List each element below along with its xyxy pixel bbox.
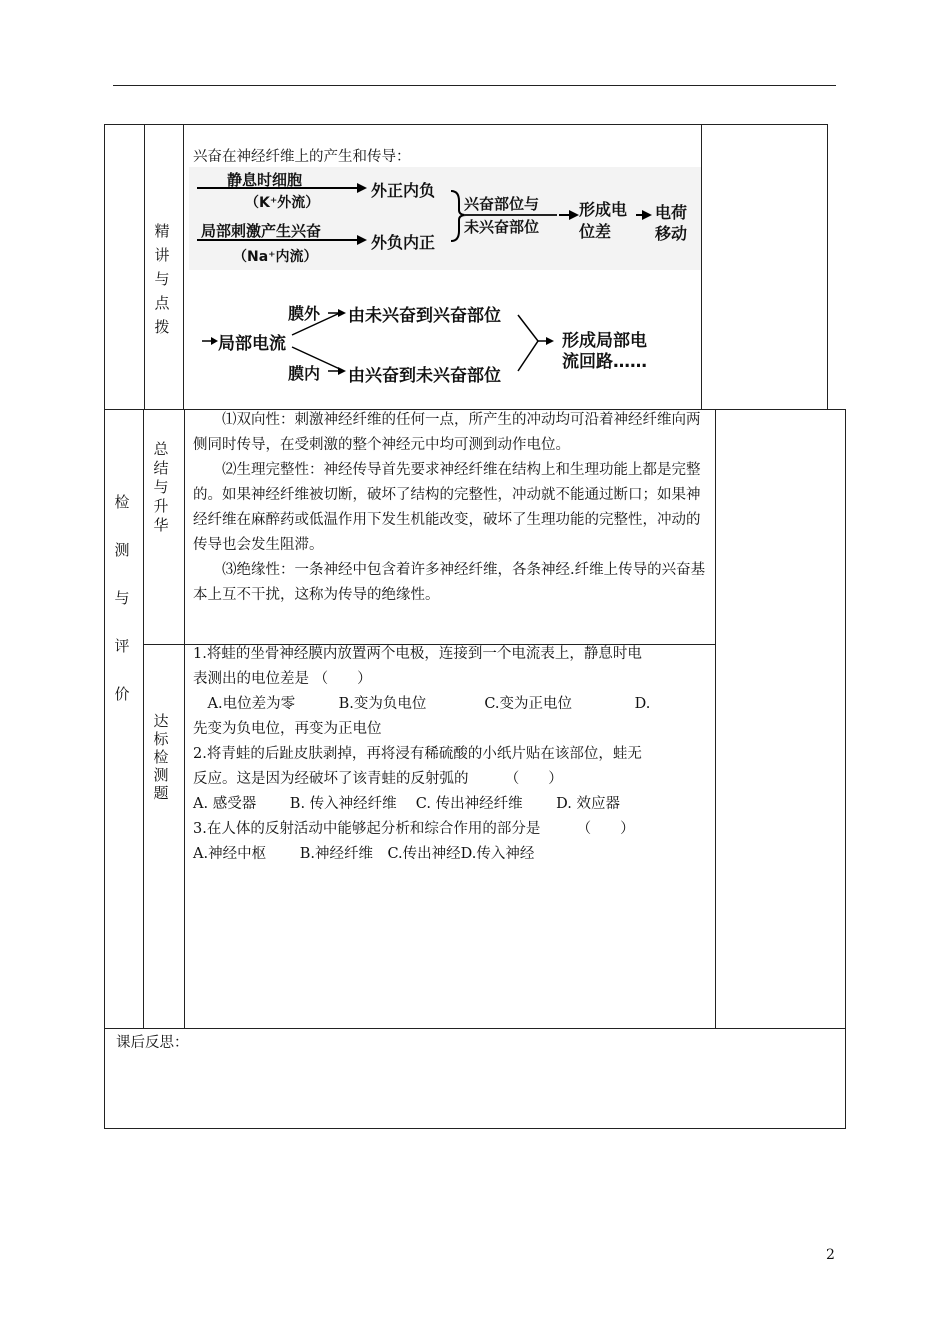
question-line: 反应。这是因为经破坏了该青蛙的反射弧的 （ ） [193, 771, 563, 787]
test-label: 达 标 检 测 题 [153, 712, 169, 802]
question-line: 3.在人体的反射活动中能够起分析和综合作用的部分是 （ ） [193, 821, 635, 837]
summary-paragraph: ⑶绝缘性：一条神经中包含着许多神经纤维，各条神经.纤维上传导的兴奋基本上互不干扰，这称为传导的绝缘性。 [193, 562, 706, 603]
membrane-inside-label: 膜内 [288, 364, 321, 383]
stimulus-label: 局部刺激产生兴奋 [201, 222, 322, 240]
summary-paragraph: ⑵生理完整性：神经传导首先要求神经纤维在结构上和生理功能上都是完整的。如果神经纤维被切断，破坏了结构的完整性，冲动就不能通过断口；如果神经纤维在麻醉药或低温作用下发生机能改变，破坏了生理功能的完整性，冲动的传导也会发生阻滞。 [193, 462, 701, 553]
question-line: 表测出的电位差是 （ ） [193, 671, 372, 687]
jiance-label: 检 测 与 评 价 [114, 493, 130, 703]
question-line: 1.将蛙的坐骨神经膜内放置两个电极，连接到一个电流表上，静息时电 [193, 646, 642, 662]
header-rule [113, 85, 836, 86]
question-line: A.神经中枢 B.神经纤维 C.传出神经D.传入神经 [193, 846, 535, 862]
summary-text [193, 408, 711, 608]
excited-site-label: 兴奋部位与 [464, 195, 540, 213]
outer-negative-label: 外负内正 [371, 233, 436, 252]
loop-label-1: 形成局部电 [562, 331, 647, 351]
local-current-label: 局部电流 [218, 334, 286, 354]
summary-paragraph: ⑴双向性：刺激神经纤维的任何一点，所产生的冲动均可沿着神经纤维向两侧同时传导，在受刺激的整个神经元中均可测到动作电位。 [193, 412, 701, 453]
question-line: A.电位差为零 B.变为负电位 C.变为正电位 D. [193, 696, 651, 712]
diagram-excitation-generation [189, 167, 701, 270]
question-line: 2.将青蛙的后趾皮肤剥掉，再将浸有稀硫酸的小纸片贴在该部位，蛙无 [193, 746, 642, 762]
summary-label: 总 结 与 升 华 [153, 440, 169, 534]
outer-positive-label: 外正内负 [371, 181, 436, 200]
membrane-outside-label: 膜外 [288, 304, 321, 323]
unexcited-site-label: 未兴奋部位 [464, 218, 540, 236]
na-inflow-label: （Na⁺内流） [233, 249, 318, 265]
k-outflow-label: （K⁺外流） [245, 195, 320, 211]
outside-path-label: 由未兴奋到兴奋部位 [348, 306, 501, 326]
intro-text: 兴奋在神经纤维上的产生和传导： [193, 149, 411, 165]
inside-path-label: 由兴奋到未兴奋部位 [348, 366, 501, 386]
question-line: 先变为负电位，再变为正电位 [193, 721, 382, 737]
page-number: 2 [826, 1247, 835, 1263]
reflection-label: 课后反思： [116, 1035, 189, 1051]
test-questions [193, 642, 715, 867]
loop-label-2: 流回路…… [562, 352, 647, 372]
charge-move-label-1: 电荷 [655, 203, 688, 222]
jingjiang-label: 精 讲 与 点 拨 [154, 222, 170, 336]
question-line: A. 感受器 B. 传入神经纤维 C. 传出神经纤维 D. 效应器 [193, 796, 621, 812]
potential-diff-label-1: 形成电 [579, 200, 628, 219]
charge-move-label-2: 移动 [655, 224, 688, 243]
diagram-local-current [200, 295, 680, 395]
rest-state-label: 静息时细胞 [227, 171, 303, 189]
potential-diff-label-2: 位差 [579, 222, 612, 241]
